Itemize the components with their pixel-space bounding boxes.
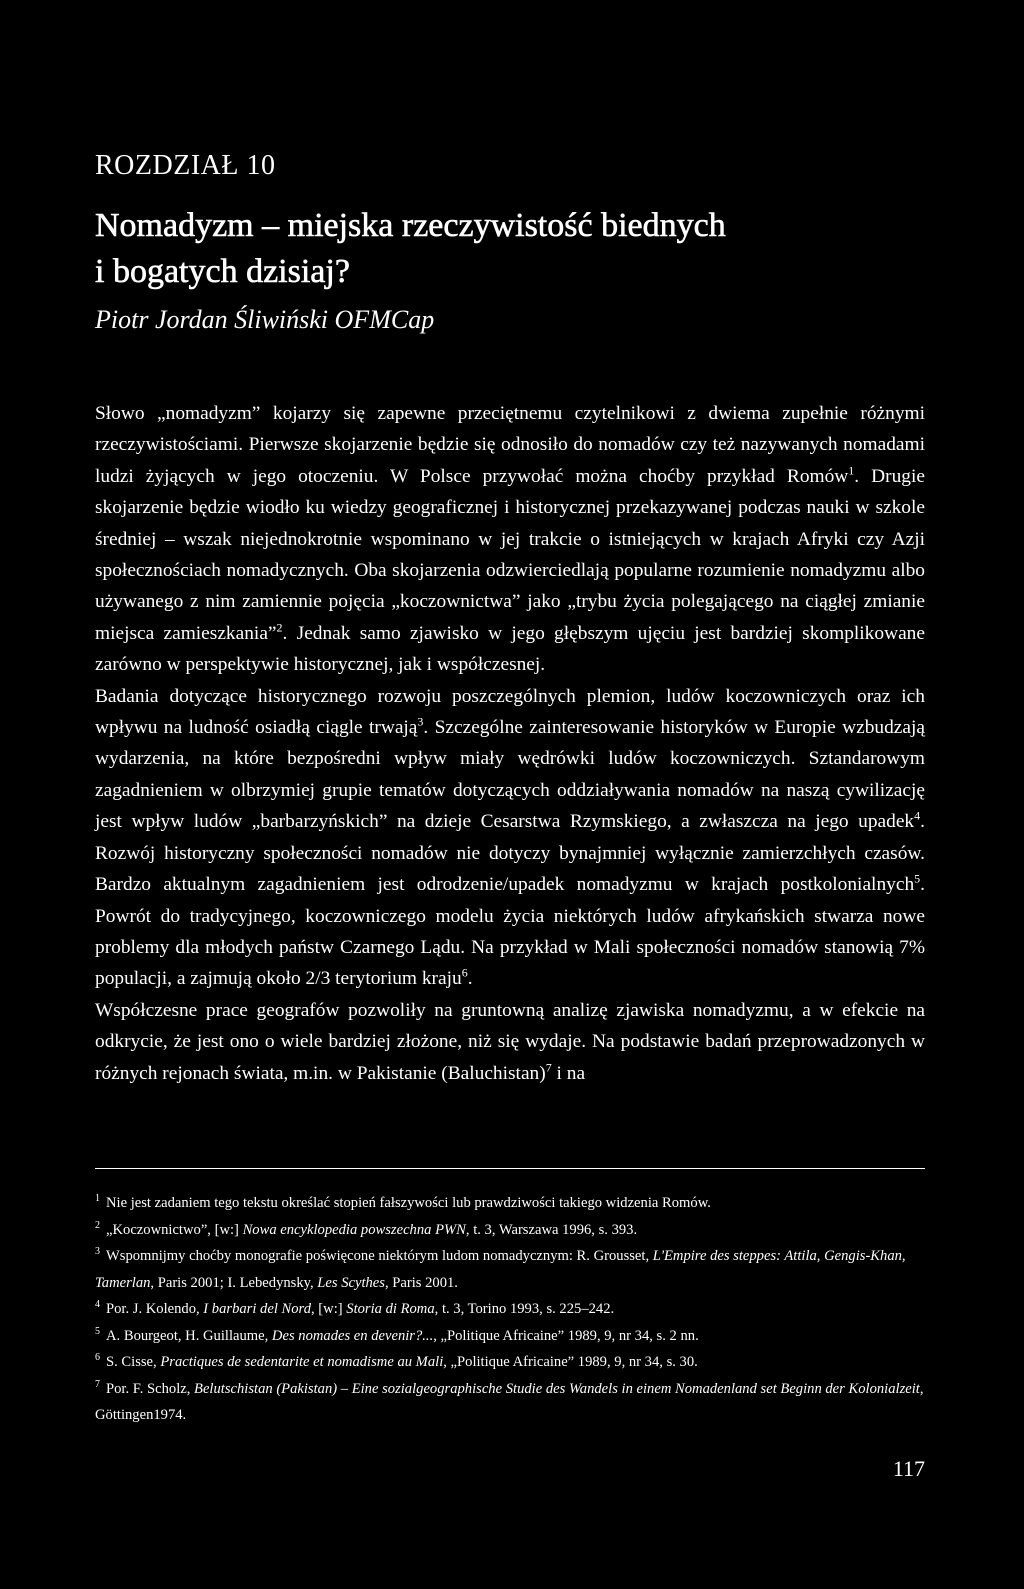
footnote-ref-4: 4 [914,808,921,823]
paragraph-2 [95,681,925,995]
footnote-2: 2 „Koczownictwo”, [w:] Nowa encyklopedia powszechna PWN, t. 3, Warszawa 1996, s. 393. [95,1219,638,1238]
body-text [95,398,925,1089]
footnote-5: 5 A. Bourgeot, H. Guillaume, Des nomades en devenir?..., „Politique Africaine” 1989, 9, nr 34, s. 2 nn. [95,1325,699,1344]
footnote-ref-1: 1 [848,463,855,478]
paragraph-text: . [467,968,473,990]
paragraph-3 [95,995,925,1089]
footnote-text: Por. F. Scholz, [106,1380,195,1397]
footnote-italic-text: L'Empire des steppes: Attila, Gengis-Khan, Tamerlan [95,1248,906,1291]
book-page [95,0,925,1589]
paragraph-text: . Szczególne zainteresowanie historyków w Europie wzbudzają wydarzenia, na które bezpośredni wpływ miały wędrówki ludów koczowniczych. Sztandarowym zagadnieniem w olbrzymiej grupie tematów dotyczących oddziaływania nomadów na naszą cywilizację jest wpływ ludów „barbarzyńskich” na dzieje Cesarstwa Rzymskiego, a zwłaszcza na jego upadek [95,717,925,833]
footnote-text: A. Bourgeot, H. Guillaume, [106,1327,272,1344]
footnote-text: , [w:] [311,1301,347,1317]
footnote-ref-7: 7 [545,1060,552,1075]
footnote-3: 3 Wspomnijmy choćby monografie poświęcone niektórym ludom nomadycznym: R. Grousset, L'Empire des steppes: Attila, Gengis-Khan, Tamerlan, Paris 2001; I. Lebedynsky, Les Scythes, Paris 2001. [95,1246,906,1291]
footnote-italic-text: I barbari del Nord [203,1301,311,1317]
footnote-text: „Koczownictwo”, [w:] [106,1221,243,1238]
footnote-text: Nie jest zadaniem tego tekstu określać stopień fałszywości lub prawdziwości takiego widzenia Romów. [106,1195,711,1211]
footnote-6: 6 S. Cisse, Practiques de sedentarite et nomadisme au Mali, „Politique Africaine” 1989, 9, nr 34, s. 30. [95,1352,698,1370]
footnote-text: , Göttingen1974. [95,1380,924,1423]
footnote-ref-2: 2 [276,620,283,635]
paragraph-text: . Rozwój historyczny społeczności nomadów nie dotyczy bynajmniej wyłącznie zamierzchłych czasów. Bardzo aktualnym zagadnieniem jest odrodzenie/upadek nomadyzmu w krajach postkolonialnych [95,811,925,896]
paragraph-text: Współczesne prace geografów pozwoliły na gruntowną analizę zjawiska nomadyzmu, a w efekcie na odkrycie, że jest ono o wiele bardziej złożone, niż się wydaje. Na podstawie badań przeprowadzonych w różnych rejonach świata, m.in. w Pakistanie (Baluchistan) [95,999,925,1084]
footnote-ref-5: 5 [914,871,921,886]
author-name: Piotr Jordan Śliwiński OFMCap [95,305,435,334]
footnote-1: 1 Nie jest zadaniem tego tekstu określać stopień fałszywości lub prawdziwości takiego widzenia Romów. [95,1193,711,1211]
footnote-text: S. Cisse, [106,1354,161,1370]
footnote-italic-text: Practiques de sedentarite et nomadisme au Mali [160,1354,444,1370]
footnote-text: , t. 3, Torino 1993, s. 225–242. [434,1301,615,1317]
paragraph-1 [95,398,925,681]
footnote-italic-text: Belutschistan (Pakistan) – Eine sozialgeographische Studie des Wandels in einem Nomadenland set Beginn der Kolonialzeit [194,1380,920,1397]
footnote-divider [95,1168,925,1169]
footnotes [95,1190,925,1429]
footnote-italic-text: Les Scythes [317,1274,385,1291]
paragraph-text: . Drugie skojarzenie będzie wiodło ku wiedzy geograficznej i historycznej przekazywanej podczas nauki w szkole średniej – wszak niejednokrotnie wspominano w jej trakcie o istniejących w krajach Afryki czy Azji społecznościach nomadycznych. Oba skojarzenia odzwierciedlają popularne rozumienie nomadyzmu albo używanego z nim zamiennie pojęcia „koczownictwa” jako „trybu życia polegającego na ciągłej zmianie miejsca zamieszkania” [95,465,925,644]
footnote-7: 7 Por. F. Scholz, Belutschistan (Pakistan) – Eine sozialgeographische Studie des Wandels in einem Nomadenland set Beginn der Kolonialzeit, Göttingen1974. [95,1378,924,1423]
paragraph-text: Badania dotyczące historycznego rozwoju poszczególnych plemion, ludów koczowniczych oraz ich wpływu na ludność osiadłą ciągle trwają [95,685,925,739]
chapter-title-line-1: Nomadyzm – miejska rzeczywistość biednych [95,207,726,244]
footnote-text: , „Politique Africaine” 1989, 9, nr 34, s. 2 nn. [433,1327,699,1344]
paragraph-text: Słowo „nomadyzm” kojarzy się zapewne przeciętnemu czytelnikowi z dwiema zupełnie różnymi rzeczywistościami. Pierwsze skojarzenie będzie się odnosiło do nomadów czy też nazywanych nomadami ludzi żyjących w jego otoczeniu. W Polsce przywołać można choćby przykład Romów [95,403,925,487]
footnote-italic-text: Nowa encyklopedia powszechna PWN [242,1221,466,1238]
page-number: 117 [892,1456,925,1481]
footnote-text: Por. J. Kolendo, [106,1301,204,1317]
chapter-title-line-2: i bogatych dzisiaj? [95,253,350,290]
footnote-italic-text: Des nomades en devenir?... [271,1327,434,1344]
footnote-text: , t. 3, Warszawa 1996, s. 393. [465,1221,638,1238]
footnote-4: 4 Por. J. Kolendo, I barbari del Nord, [w:] Storia di Roma, t. 3, Torino 1993, s. 225–242. [95,1299,615,1317]
paragraph-text: i na [551,1062,586,1084]
footnote-text: , „Politique Africaine” 1989, 9, nr 34, s. 30. [443,1354,698,1370]
footnote-ref-3: 3 [417,714,424,729]
chapter-title [95,203,925,295]
paragraph-text: . Powrót do tradycyjnego, koczowniczego modelu życia niektórych ludów afrykańskich stwarza nowe problemy dla młodych państw Czarnego Lądu. Na przykład w Mali społeczności nomadów stanowią 7% populacji, a zajmują około 2/3 terytorium kraju [95,874,925,990]
footnote-italic-text: Storia di Roma [346,1301,435,1317]
footnote-text: , Paris 2001. [384,1274,458,1291]
paragraph-text: . Jednak samo zjawisko w jego głębszym ujęciu jest bardziej skomplikowane zarówno w perspektywie historycznej, jak i współczesnej. [95,622,925,676]
footnote-ref-6: 6 [461,965,468,980]
chapter-label: ROZDZIAŁ 10 [95,150,276,181]
footnote-text: , Paris 2001; I. Lebedynsky, [150,1274,318,1291]
footnote-text: Wspomnijmy choćby monografie poświęcone niektórym ludom nomadycznym: R. Grousset, [106,1248,653,1264]
